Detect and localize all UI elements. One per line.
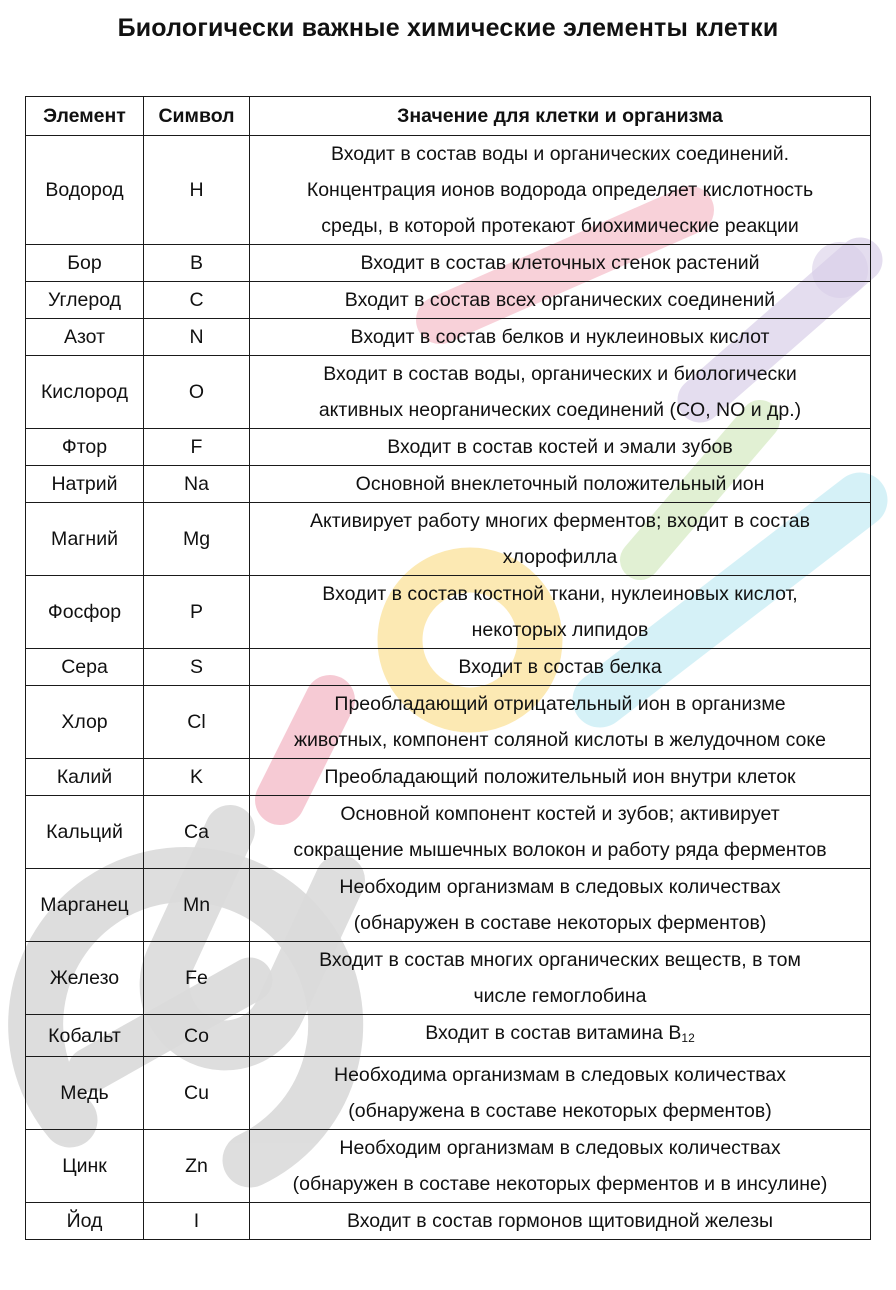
element-symbol: Mg	[144, 503, 250, 576]
element-description	[250, 869, 871, 942]
element-description	[250, 319, 871, 356]
description-line: среды, в которой протекают биохимические реакции	[321, 215, 799, 237]
element-name: Фтор	[26, 429, 144, 466]
description-line: Преобладающий отрицательный ион в организме	[334, 693, 786, 715]
element-symbol: Co	[144, 1015, 250, 1057]
element-name: Хлор	[26, 686, 144, 759]
element-name: Кислород	[26, 356, 144, 429]
description-line: Концентрация ионов водорода определяет кислотность	[306, 179, 814, 201]
description-line: Необходима организмам в следовых количествах	[333, 1064, 787, 1086]
description-line: Входит в состав костей и эмали зубов	[387, 436, 733, 458]
description-line: животных, компонент соляной кислоты в желудочном соке	[293, 729, 827, 751]
description-line: Основной компонент костей и зубов; активирует	[340, 803, 780, 825]
element-description	[250, 356, 871, 429]
table-row	[26, 356, 871, 429]
table-row	[26, 942, 871, 1015]
element-description	[250, 1015, 871, 1057]
element-symbol: I	[144, 1203, 250, 1240]
element-symbol: P	[144, 576, 250, 649]
table-header-row	[26, 97, 871, 136]
element-description	[250, 466, 871, 503]
table-row	[26, 282, 871, 319]
description-line: сокращение мышечных волокон и работу ряда ферментов	[293, 839, 827, 861]
element-description	[250, 136, 871, 245]
description-line: (обнаружен в составе некоторых ферментов и в инсулине)	[292, 1173, 828, 1195]
element-description	[250, 576, 871, 649]
element-name: Углерод	[26, 282, 144, 319]
element-symbol: Fe	[144, 942, 250, 1015]
description-line: Входит в состав многих органических веществ, в том	[319, 949, 801, 971]
table-row	[26, 869, 871, 942]
element-description	[250, 942, 871, 1015]
element-symbol: S	[144, 649, 250, 686]
element-description	[250, 649, 871, 686]
description-line: Входит в состав воды, органических и биологически	[323, 363, 797, 385]
table-row	[26, 1203, 871, 1240]
header-symbol: Символ	[144, 97, 250, 136]
element-description	[250, 503, 871, 576]
table-row	[26, 1015, 871, 1057]
element-name: Цинк	[26, 1130, 144, 1203]
page-title: Биологически важные химические элементы клетки	[117, 14, 779, 42]
description-line: Необходим организмам в следовых количествах	[339, 876, 781, 898]
table-row	[26, 796, 871, 869]
description-line: Входит в состав воды и органических соединений.	[330, 143, 790, 165]
table-row	[26, 576, 871, 649]
description-subscript: 12	[681, 1031, 695, 1045]
element-name: Калий	[26, 759, 144, 796]
element-name: Медь	[26, 1057, 144, 1130]
description-line: Преобладающий положительный ион внутри клеток	[324, 766, 796, 788]
table-row	[26, 319, 871, 356]
header-element: Элемент	[26, 97, 144, 136]
element-symbol: O	[144, 356, 250, 429]
element-description	[250, 1130, 871, 1203]
table-row	[26, 759, 871, 796]
element-name: Фосфор	[26, 576, 144, 649]
element-name: Железо	[26, 942, 144, 1015]
element-description	[250, 1057, 871, 1130]
header-description: Значение для клетки и организма	[250, 97, 871, 136]
element-symbol: Na	[144, 466, 250, 503]
element-symbol: B	[144, 245, 250, 282]
description-line: (обнаружен в составе некоторых ферментов)	[353, 912, 767, 934]
element-name: Сера	[26, 649, 144, 686]
description-line: Входит в состав костной ткани, нуклеиновых кислот,	[322, 583, 798, 605]
table-row	[26, 466, 871, 503]
elements-table	[25, 96, 871, 1240]
description-line: Входит в состав клеточных стенок растений	[360, 252, 760, 274]
description-line: числе гемоглобина	[473, 985, 647, 1007]
element-name: Водород	[26, 136, 144, 245]
element-description	[250, 759, 871, 796]
element-symbol: H	[144, 136, 250, 245]
element-name: Марганец	[26, 869, 144, 942]
description-line: Входит в состав белков и нуклеиновых кислот	[350, 326, 770, 348]
element-description	[250, 245, 871, 282]
element-description	[250, 429, 871, 466]
description-line: Активирует работу многих ферментов; входит в состав	[309, 510, 810, 532]
description-line: Входит в состав всех органических соединений	[344, 289, 776, 311]
table-row	[26, 503, 871, 576]
element-symbol: Cu	[144, 1057, 250, 1130]
element-symbol: K	[144, 759, 250, 796]
element-description	[250, 796, 871, 869]
table-row	[26, 649, 871, 686]
description-line: Входит в состав витамина B	[425, 1022, 682, 1044]
table-row	[26, 245, 871, 282]
description-line: Входит в состав гормонов щитовидной железы	[346, 1210, 774, 1232]
element-description	[250, 1203, 871, 1240]
table-row	[26, 686, 871, 759]
description-line: хлорофилла	[502, 546, 618, 568]
description-line: активных неорганических соединений (CO, NO и др.)	[318, 399, 802, 421]
table-row	[26, 136, 871, 245]
table-row	[26, 429, 871, 466]
element-name: Азот	[26, 319, 144, 356]
description-line: Необходим организмам в следовых количествах	[339, 1137, 781, 1159]
element-symbol: Mn	[144, 869, 250, 942]
element-description	[250, 282, 871, 319]
element-symbol: Ca	[144, 796, 250, 869]
element-name: Кобальт	[26, 1015, 144, 1057]
description-line: некоторых липидов	[471, 619, 649, 641]
element-description	[250, 686, 871, 759]
element-symbol: F	[144, 429, 250, 466]
description-line: Основной внеклеточный положительный ион	[355, 473, 765, 495]
element-name: Магний	[26, 503, 144, 576]
element-name: Бор	[26, 245, 144, 282]
description-line: Входит в состав белка	[458, 656, 662, 678]
description-line: (обнаружена в составе некоторых ферментов)	[348, 1100, 772, 1122]
element-symbol: Zn	[144, 1130, 250, 1203]
element-name: Натрий	[26, 466, 144, 503]
element-symbol: C	[144, 282, 250, 319]
element-name: Йод	[26, 1203, 144, 1240]
table-row	[26, 1130, 871, 1203]
element-symbol: Cl	[144, 686, 250, 759]
element-name: Кальций	[26, 796, 144, 869]
table-row	[26, 1057, 871, 1130]
element-symbol: N	[144, 319, 250, 356]
